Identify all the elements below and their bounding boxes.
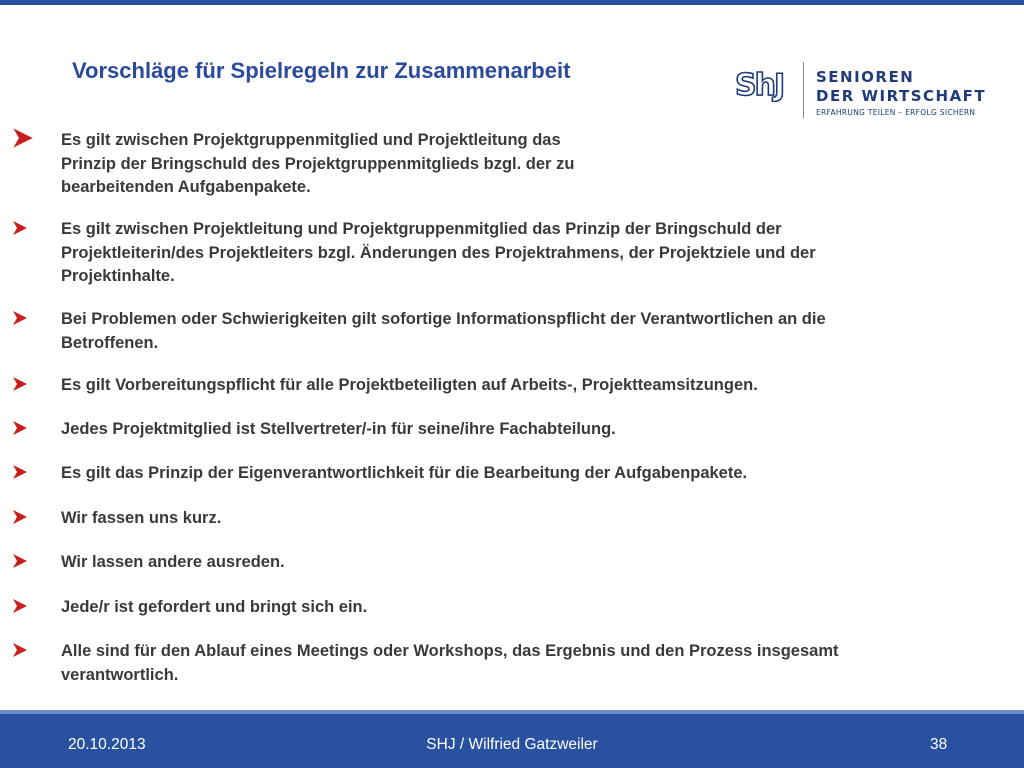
organization-logo xyxy=(734,60,987,124)
bullet-text: Alle sind für den Ablauf eines Meetings oder Workshops, das Ergebnis und den Prozess insgesamt verantwortlich. xyxy=(61,642,839,684)
top-accent-bar xyxy=(0,0,1024,5)
page-number: 38 xyxy=(930,736,948,753)
bullet-text: Bei Problemen oder Schwierigkeiten gilt sofortige Informationspflicht der Verantwortlichen an die Betroffenen. xyxy=(61,310,826,352)
bullet-text: Es gilt Vorbereitungspflicht für alle Projektbeteiligten auf Arbeits-, Projektteamsitzungen. xyxy=(61,376,758,394)
arrow-bullet-icon xyxy=(12,310,28,326)
logo-divider xyxy=(803,62,804,118)
bullet-text: Jede/r ist gefordert und bringt sich ein. xyxy=(61,598,368,616)
arrow-bullet-icon xyxy=(12,642,28,658)
svg-text:ShJ: ShJ xyxy=(735,68,784,102)
bullet-text: Es gilt das Prinzip der Eigenverantwortlichkeit für die Bearbeitung der Aufgabenpakete. xyxy=(61,464,748,482)
arrow-bullet-icon xyxy=(12,127,34,149)
bullet-text: Wir lassen andere ausreden. xyxy=(61,553,285,571)
arrow-bullet-icon xyxy=(12,598,28,614)
arrow-bullet-icon xyxy=(12,220,28,236)
arrow-bullet-icon xyxy=(12,553,28,569)
bullet-text: Jedes Projektmitglied ist Stellvertreter/-in für seine/ihre Fachabteilung. xyxy=(61,420,616,438)
footer-bar xyxy=(0,710,1024,768)
arrow-bullet-icon xyxy=(12,420,28,436)
arrow-bullet-icon xyxy=(12,464,28,480)
shj-logo-icon xyxy=(734,66,792,102)
arrow-bullet-icon xyxy=(12,376,28,392)
footer-date: 20.10.2013 xyxy=(68,736,146,753)
slide-title: Vorschläge für Spielregeln zur Zusammenarbeit xyxy=(72,58,571,83)
bullet-text: Es gilt zwischen Projektleitung und Projektgruppenmitglied das Prinzip der Bringschuld der Projektleiterin/des Projektleiters bzgl. Änderungen des Projektrahmens, der Projektziele und der Projektinhalte. xyxy=(61,220,816,285)
footer-highlight-strip xyxy=(0,710,1024,714)
bullet-text: Es gilt zwischen Projektgruppenmitglied und Projektleitung das Prinzip der Bringschuld des Projektgruppenmitglieds bzgl. der zu bearbeitenden Aufgabenpakete. xyxy=(61,131,575,196)
logo-text-line1: SENIOREN xyxy=(816,68,915,86)
footer-author: SHJ / Wilfried Gatzweiler xyxy=(426,736,598,753)
arrow-bullet-icon xyxy=(12,509,28,525)
bullet-text: Wir fassen uns kurz. xyxy=(61,509,222,527)
logo-text-line2: DER WIRTSCHAFT xyxy=(816,87,987,105)
logo-tagline: ERFAHRUNG TEILEN – ERFOLG SICHERN xyxy=(816,108,976,117)
